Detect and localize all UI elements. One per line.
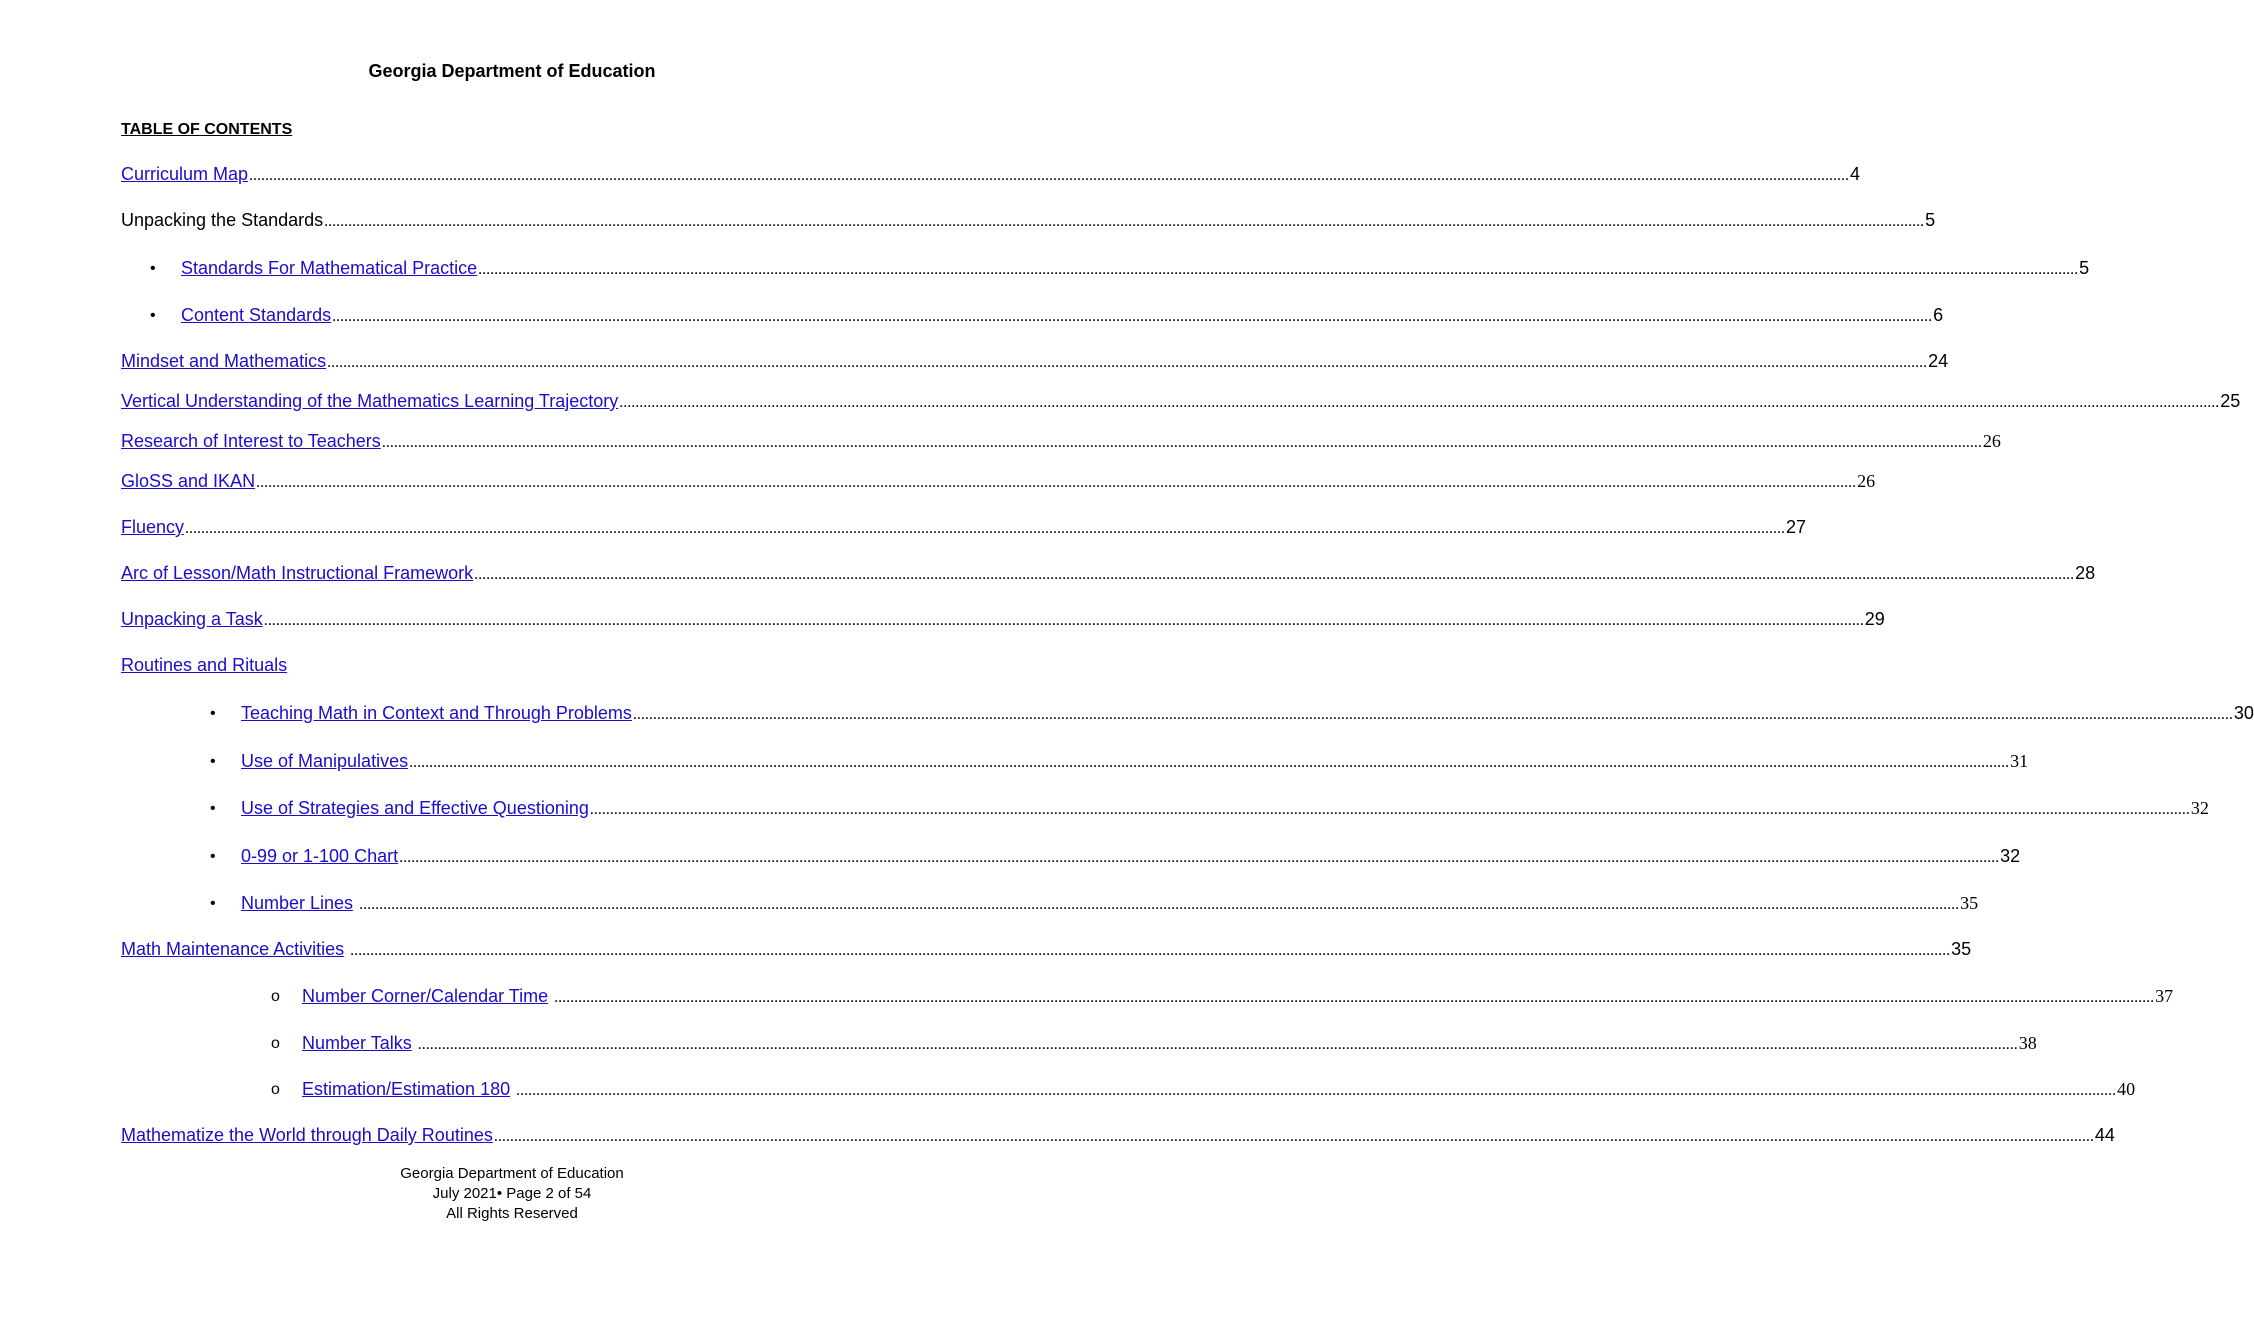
toc-entry-fluency[interactable] — [121, 516, 1807, 540]
toc-entry-page: 28 — [2075, 563, 2096, 583]
sub-bullet-marker: o — [271, 1081, 280, 1098]
bullet-marker: • — [210, 800, 216, 817]
toc-entry-vertical-understanding[interactable] — [121, 390, 2241, 414]
toc-entry-page: 4 — [1850, 164, 1861, 184]
toc-entry-label[interactable]: Teaching Math in Context and Through Problems — [241, 703, 632, 723]
toc-entry-page: 40 — [2117, 1079, 2136, 1099]
toc-entry-unpacking-standards — [121, 209, 1936, 233]
toc-leader-dots: ................................................................................................................................................................................................................................................................................................................................................................................................................ — [632, 706, 2233, 723]
toc-entry-page: 27 — [1786, 517, 1807, 537]
toc-leader-dots: ................................................................................................................................................................................................................................................................................................................................................................................................................ — [185, 520, 1786, 537]
toc-leader-dots: ................................................................................................................................................................................................................................................................................................................................................................................................................ — [417, 1036, 2018, 1053]
toc-entry-mindset[interactable] — [121, 350, 1949, 374]
toc-entry-page: 29 — [1864, 609, 1885, 629]
bullet-marker: • — [150, 307, 156, 324]
toc-entry-arc-of-lesson[interactable] — [121, 562, 2096, 586]
footer-org: Georgia Department of Education — [400, 1165, 624, 1182]
toc-entry-label[interactable]: Vertical Understanding of the Mathematics Learning Trajectory — [121, 391, 619, 411]
toc-entry-page: 35 — [1960, 893, 1979, 913]
toc-entry-routines-rituals[interactable] — [121, 654, 287, 676]
toc-entry-label[interactable]: Estimation/Estimation 180 — [302, 1079, 511, 1099]
toc-entry-gloss-ikan[interactable] — [121, 470, 1876, 494]
toc-entry-hundred-chart[interactable] — [241, 845, 2021, 869]
toc-leader-dots: ................................................................................................................................................................................................................................................................................................................................................................................................................ — [516, 1082, 2117, 1099]
footer-rights: All Rights Reserved — [446, 1205, 578, 1222]
sub-bullet-marker: o — [271, 988, 280, 1005]
toc-entry-page: 26 — [1857, 471, 1876, 491]
toc-entry-page: 37 — [2155, 986, 2174, 1006]
toc-entry-number-talks[interactable] — [302, 1032, 2037, 1056]
toc-leader-dots: ................................................................................................................................................................................................................................................................................................................................................................................................................ — [263, 612, 1864, 629]
toc-entry-mathematical-practice[interactable] — [181, 257, 2090, 281]
toc-entry-teaching-math-context[interactable] — [241, 702, 2254, 726]
toc-leader-dots: ................................................................................................................................................................................................................................................................................................................................................................................................................ — [381, 434, 1982, 451]
toc-entry-page: 32 — [2000, 846, 2021, 866]
toc-entry-page: 31 — [2010, 751, 2029, 771]
toc-entry-label[interactable]: Content Standards — [181, 305, 332, 325]
toc-entry-content-standards[interactable] — [181, 304, 1944, 328]
toc-leader-dots: ................................................................................................................................................................................................................................................................................................................................................................................................................ — [256, 474, 1857, 491]
toc-entry-label[interactable]: Research of Interest to Teachers — [121, 431, 381, 451]
toc-entry-page: 30 — [2233, 703, 2254, 723]
bullet-marker: • — [210, 848, 216, 865]
toc-entry-page: 6 — [1933, 305, 1944, 325]
page-footer — [0, 1164, 1024, 1224]
toc-entry-unpacking-task[interactable] — [121, 608, 1885, 632]
toc-entry-page: 44 — [2094, 1125, 2115, 1145]
toc-entry-label[interactable]: Math Maintenance Activities — [121, 939, 345, 959]
toc-leader-dots: ................................................................................................................................................................................................................................................................................................................................................................................................................ — [332, 308, 1933, 325]
toc-entry-label[interactable]: Number Lines — [241, 893, 354, 913]
toc-leader-dots: ................................................................................................................................................................................................................................................................................................................................................................................................................ — [474, 566, 2075, 583]
toc-leader-dots: ................................................................................................................................................................................................................................................................................................................................................................................................................ — [554, 989, 2155, 1006]
sub-bullet-marker: o — [271, 1035, 280, 1052]
toc-leader-dots: ................................................................................................................................................................................................................................................................................................................................................................................................................ — [327, 354, 1928, 371]
page-header-title: Georgia Department of Education — [368, 61, 656, 81]
bullet-marker: • — [210, 705, 216, 722]
toc-entry-label[interactable]: Mathematize the World through Daily Routines — [121, 1125, 493, 1145]
footer-date-page: July 2021• Page 2 of 54 — [432, 1185, 592, 1202]
toc-entry-label: Unpacking the Standards — [121, 210, 324, 230]
toc-entry-page: 32 — [2190, 798, 2209, 818]
toc-entry-page: 5 — [1925, 210, 1936, 230]
toc-entry-number-corner[interactable] — [302, 985, 2174, 1009]
toc-leader-dots: ................................................................................................................................................................................................................................................................................................................................................................................................................ — [359, 896, 1960, 913]
toc-entry-label[interactable]: Use of Strategies and Effective Questioning — [241, 798, 589, 818]
bullet-marker: • — [150, 260, 156, 277]
toc-entry-page: 25 — [2220, 391, 2241, 411]
toc-leader-dots: ................................................................................................................................................................................................................................................................................................................................................................................................................ — [478, 261, 2079, 278]
toc-entry-page: 5 — [2079, 258, 2090, 278]
toc-entry-label[interactable]: Number Talks — [302, 1033, 412, 1053]
toc-leader-dots: ................................................................................................................................................................................................................................................................................................................................................................................................................ — [589, 801, 2190, 818]
toc-entry-page: 35 — [1951, 939, 1972, 959]
toc-heading: TABLE OF CONTENTS — [121, 121, 293, 138]
toc-entry-label[interactable]: Use of Manipulatives — [241, 751, 409, 771]
toc-leader-dots: ................................................................................................................................................................................................................................................................................................................................................................................................................ — [324, 213, 1925, 230]
toc-entry-math-maintenance[interactable] — [121, 938, 1972, 962]
toc-entry-label[interactable]: Routines and Rituals — [121, 655, 288, 675]
toc-entry-estimation[interactable] — [302, 1078, 2136, 1102]
toc-entry-label[interactable]: Fluency — [121, 517, 185, 537]
toc-entry-mathematize-world[interactable] — [121, 1124, 2115, 1148]
toc-leader-dots: ................................................................................................................................................................................................................................................................................................................................................................................................................ — [350, 942, 1951, 959]
toc-entry-page: 38 — [2018, 1033, 2037, 1053]
toc-entry-label[interactable]: Unpacking a Task — [121, 609, 263, 629]
toc-entry-number-lines[interactable] — [241, 892, 1979, 916]
toc-entry-label[interactable]: Curriculum Map — [121, 164, 249, 184]
toc-entry-label[interactable]: Standards For Mathematical Practice — [181, 258, 478, 278]
toc-entry-label[interactable]: Number Corner/Calendar Time — [302, 986, 549, 1006]
toc-entry-label[interactable]: Arc of Lesson/Math Instructional Framework — [121, 563, 474, 583]
toc-leader-dots: ................................................................................................................................................................................................................................................................................................................................................................................................................ — [249, 167, 1850, 184]
toc-entry-label[interactable]: Mindset and Mathematics — [121, 351, 327, 371]
toc-entry-research[interactable] — [121, 430, 2001, 454]
toc-entry-page: 26 — [1982, 431, 2001, 451]
bullet-marker: • — [210, 753, 216, 770]
toc-entry-manipulatives[interactable] — [241, 750, 2029, 774]
bullet-marker: • — [210, 895, 216, 912]
toc-leader-dots: ................................................................................................................................................................................................................................................................................................................................................................................................................ — [399, 849, 2000, 866]
toc-leader-dots: ................................................................................................................................................................................................................................................................................................................................................................................................................ — [493, 1128, 2094, 1145]
toc-leader-dots: ................................................................................................................................................................................................................................................................................................................................................................................................................ — [619, 394, 2220, 411]
toc-leader-dots: ................................................................................................................................................................................................................................................................................................................................................................................................................ — [409, 754, 2010, 771]
toc-entry-curriculum-map[interactable] — [121, 163, 1861, 187]
toc-entry-page: 24 — [1928, 351, 1949, 371]
toc-entry-strategies-questioning[interactable] — [241, 797, 2209, 821]
toc-entry-label[interactable]: GloSS and IKAN — [121, 471, 256, 491]
toc-entry-label[interactable]: 0-99 or 1-100 Chart — [241, 846, 399, 866]
